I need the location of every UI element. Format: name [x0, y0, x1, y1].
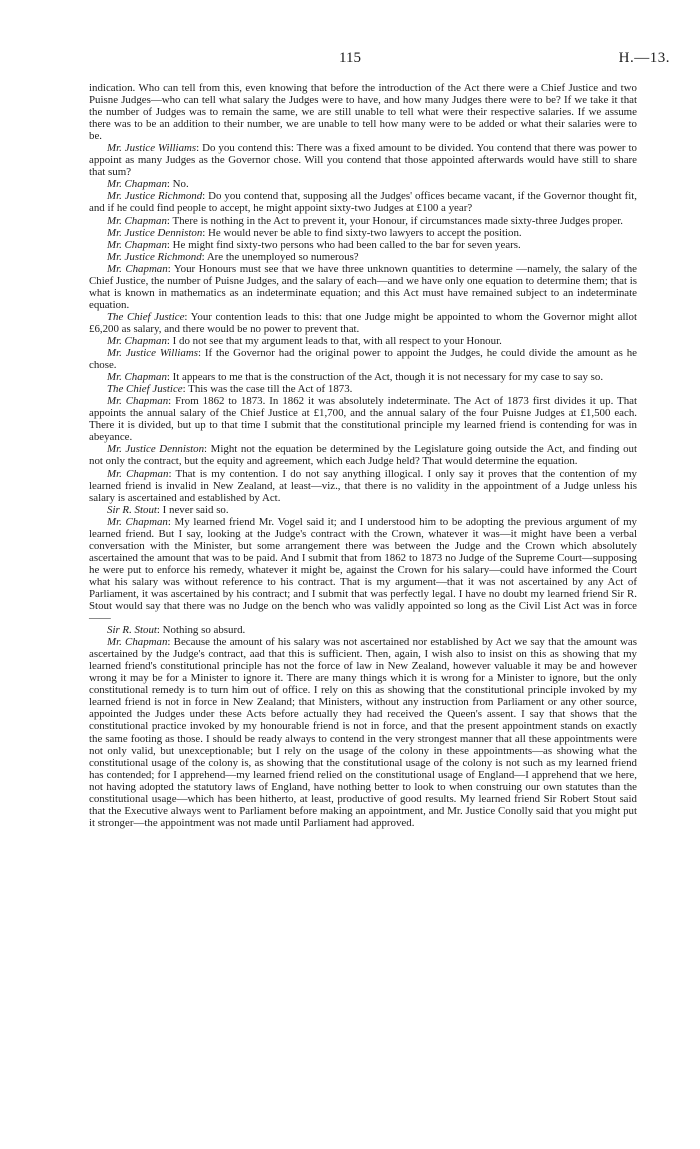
speech-text: : I never said so.	[156, 503, 229, 516]
transcript-paragraph	[89, 383, 637, 395]
transcript-paragraph	[89, 251, 637, 263]
speech-text: : Do you contend that, supposing all the Judges' offices became vacant, if the Governor thought fit, and if he could find people to accept, he might appoint sixty-two Judges at £100 a year?	[89, 190, 637, 215]
speaker-name: The Chief Justice	[107, 383, 183, 396]
transcript-paragraph	[89, 395, 637, 443]
speech-text: : There is nothing in the Act to prevent it, your Honour, if circumstances made sixty-three Judges proper.	[166, 214, 623, 227]
speaker-name: Mr. Chapman	[107, 334, 167, 347]
speaker-name: Mr. Chapman	[107, 238, 167, 251]
speaker-name: Mr. Chapman	[107, 636, 168, 649]
speech-text: : I do not see that my argument leads to that, with all respect to your Honour.	[166, 334, 502, 347]
speech-text: : No.	[166, 178, 189, 191]
speaker-name: Mr. Chapman	[107, 214, 167, 227]
transcript-paragraph	[89, 239, 637, 251]
speech-text: : He would never be able to find sixty-two lawyers to accept the position.	[202, 226, 522, 239]
speaker-name: Mr. Chapman	[107, 262, 168, 275]
speech-text: : Are the unemployed so numerous?	[201, 250, 359, 263]
speech-text: : Because the amount of his salary was not ascertained nor established by Act we say that the amount was ascertained by the Judge's contract, aad that this is sufficient. Then, again, I wish also to insist on this as showing that my learned friend's constitutional principle has not the force of law in New Zealand, however valuable it may be and however wrong it may be for a Minister to ignore it. There are many things which it is wrong for a Minister to ignore, but the only constitutional remedy is to turn him out of office. I rely on this as showing that the constitutional principle invoked by my learned friend is not in force in New Zealand; that Ministers, without any instruction from Parliament or any other source, appointed the Judges under these Acts before actually they had received the Queen's assent. I say that shows that the constitutional practice invoked by my honourable friend is not in force, and that the present appointment stands on exactly the same footing as those. I should be ready always to contend in the very strongest manner that all these appointments were not only valid, but unexceptionable; but I rely on the usage of the colony in these appointments—as showing what the constitutional usage of the colony is, as showing that the constitutional usage of the colony is not such as my learned friend has contended; for I apprehend—my learned friend relied on the constitutional usage of England—I apprehend that we here, not having adopted the statutory laws of England, have nothing better to look to when construing our own statutes than the constitutional usage—which has been hitherto, at least, productive of good results. My learned friend Sir Robert Stout said that the Executive always went to Parliament before making an appointment, and Mr. Justice Conolly said that you might put it stronger—the appointment was not made until Parliament had approved.	[89, 636, 637, 829]
speaker-name: Sir R. Stout	[107, 624, 157, 637]
speech-text: indication. Who can tell from this, even knowing that before the introduction of the Act there were a Chief Justice and two Puisne Judges—who can tell what salary the Judges were to have, and how many Judges there were to be? If we take it that the number of Judges was to remain the same, we are still unable to tell what were their respective salaries. If we assume there was to be an addition to their number, we are unable to tell how many were to be added or what their salaries were to be.	[89, 82, 637, 143]
transcript-paragraph	[89, 227, 637, 239]
speaker-name: Mr. Chapman	[107, 178, 167, 191]
speaker-name: Mr. Justice Williams	[107, 347, 198, 360]
speech-text: : It appears to me that is the construction of the Act, though it is not necessary for my case to say so.	[166, 371, 604, 384]
transcript-paragraph	[89, 335, 637, 347]
speech-text: : That is my contention. I do not say anything illogical. I only say it proves that the contention of my learned friend is invalid in New Zealand, at least—viz., that there is no validity in the appointment of a Judge unless his salary is ascertained and established by Act.	[89, 467, 638, 504]
speaker-name: Mr. Chapman	[107, 467, 169, 480]
speech-text: : My learned friend Mr. Vogel said it; and I understood him to be adopting the previous argument of my learned friend. But I say, looking at the Judge's contract with the Crown, whatever it was—it might have been a verbal conversation with the Minister, but some arrangement there was between the Judge and the Crown which absolutely ascertained the amount that was to be paid. And I submit that from 1862 to 1873 no Judge of the Supreme Court—supposing he were put to enforce his remedy, whatever it might be, against the Crown for his salary—could have informed the Court what his salary was without reference to his contract. That is my argument—that it was not ascertained by any Act of Parliament, it was ascertained by his contract; and I submit that was perfectly legal. I have no doubt my learned friend Sir R. Stout would say that there was no Judge on the bench who was validly appointed so long as the Civil List Act was in force——	[89, 515, 637, 625]
transcript-paragraph	[89, 624, 637, 636]
speaker-name: Mr. Justice Williams	[107, 142, 197, 155]
page-number: 115	[339, 50, 361, 66]
transcript-paragraph	[89, 178, 637, 190]
transcript-paragraph	[89, 263, 637, 311]
speaker-name: Mr. Chapman	[107, 371, 167, 384]
transcript-paragraph	[89, 371, 637, 383]
speaker-name: Mr. Justice Richmond	[107, 190, 203, 203]
speaker-name: Mr. Justice Richmond	[107, 250, 202, 263]
transcript-paragraph	[89, 190, 637, 214]
speaker-name: Sir R. Stout	[107, 503, 157, 516]
speaker-name: The Chief Justice	[107, 310, 185, 323]
transcript-paragraph	[89, 142, 637, 178]
speech-text: : Nothing so absurd.	[156, 624, 246, 637]
transcript-paragraph	[89, 636, 637, 829]
speech-text: : He might find sixty-two persons who had been called to the bar for seven years.	[166, 238, 521, 251]
transcript-paragraph	[89, 516, 637, 624]
transcript-paragraph	[89, 311, 637, 335]
transcript-body	[89, 82, 637, 829]
speech-text: : Do you contend this: There was a fixed amount to be divided. You contend that there was power to appoint as many Judges as the Governor chose. Will you contend that those appointed afterwards would have still to share that sum?	[89, 142, 637, 179]
speech-text: : If the Governor had the original power to appoint the Judges, he could divide the amount as he chose.	[89, 347, 637, 372]
speaker-name: Mr. Justice Denniston	[107, 443, 205, 456]
document-reference: H.—13.	[618, 50, 670, 66]
speaker-name: Mr. Chapman	[107, 515, 168, 528]
page-header	[0, 50, 700, 72]
speech-text: : From 1862 to 1873. In 1862 it was absolutely indeterminate. The Act of 1873 first divides it up. That appoints the annual salary of the Chief Justice at £1,700, and the annual salary of the four Puisne Judges at £1,500 each. There it is divided, but up to that time I submit that the constitutional principle my learned friend is contending for was in abeyance.	[89, 395, 638, 444]
transcript-paragraph	[89, 347, 637, 371]
transcript-paragraph	[89, 504, 637, 516]
transcript-paragraph	[89, 82, 637, 142]
transcript-paragraph	[89, 215, 637, 227]
transcript-paragraph	[89, 443, 637, 467]
speech-text: : Your contention leads to this: that one Judge might be appointed to whom the Governor might allot £6,200 as salary, and there would be no power to prevent that.	[89, 310, 637, 335]
speech-text: : This was the case till the Act of 1873.	[182, 383, 353, 396]
speaker-name: Mr. Chapman	[107, 395, 169, 408]
speech-text: : Your Honours must see that we have three unknown quantities to determine —namely, the salary of the Chief Justice, the number of Puisne Judges, and the salary of each—and we have only one equation to determine them; that is what is known in mathematics as an indeterminate equation; and this Act must have remained subject to an indeterminate equation.	[89, 262, 637, 311]
speaker-name: Mr. Justice Denniston	[107, 226, 203, 239]
transcript-paragraph	[89, 468, 637, 504]
speech-text: : Might not the equation be determined by the Legislature going outside the Act, and finding out not only the contract, but the equity and agreement, which each Judge held? That would determine the equation.	[89, 443, 638, 468]
